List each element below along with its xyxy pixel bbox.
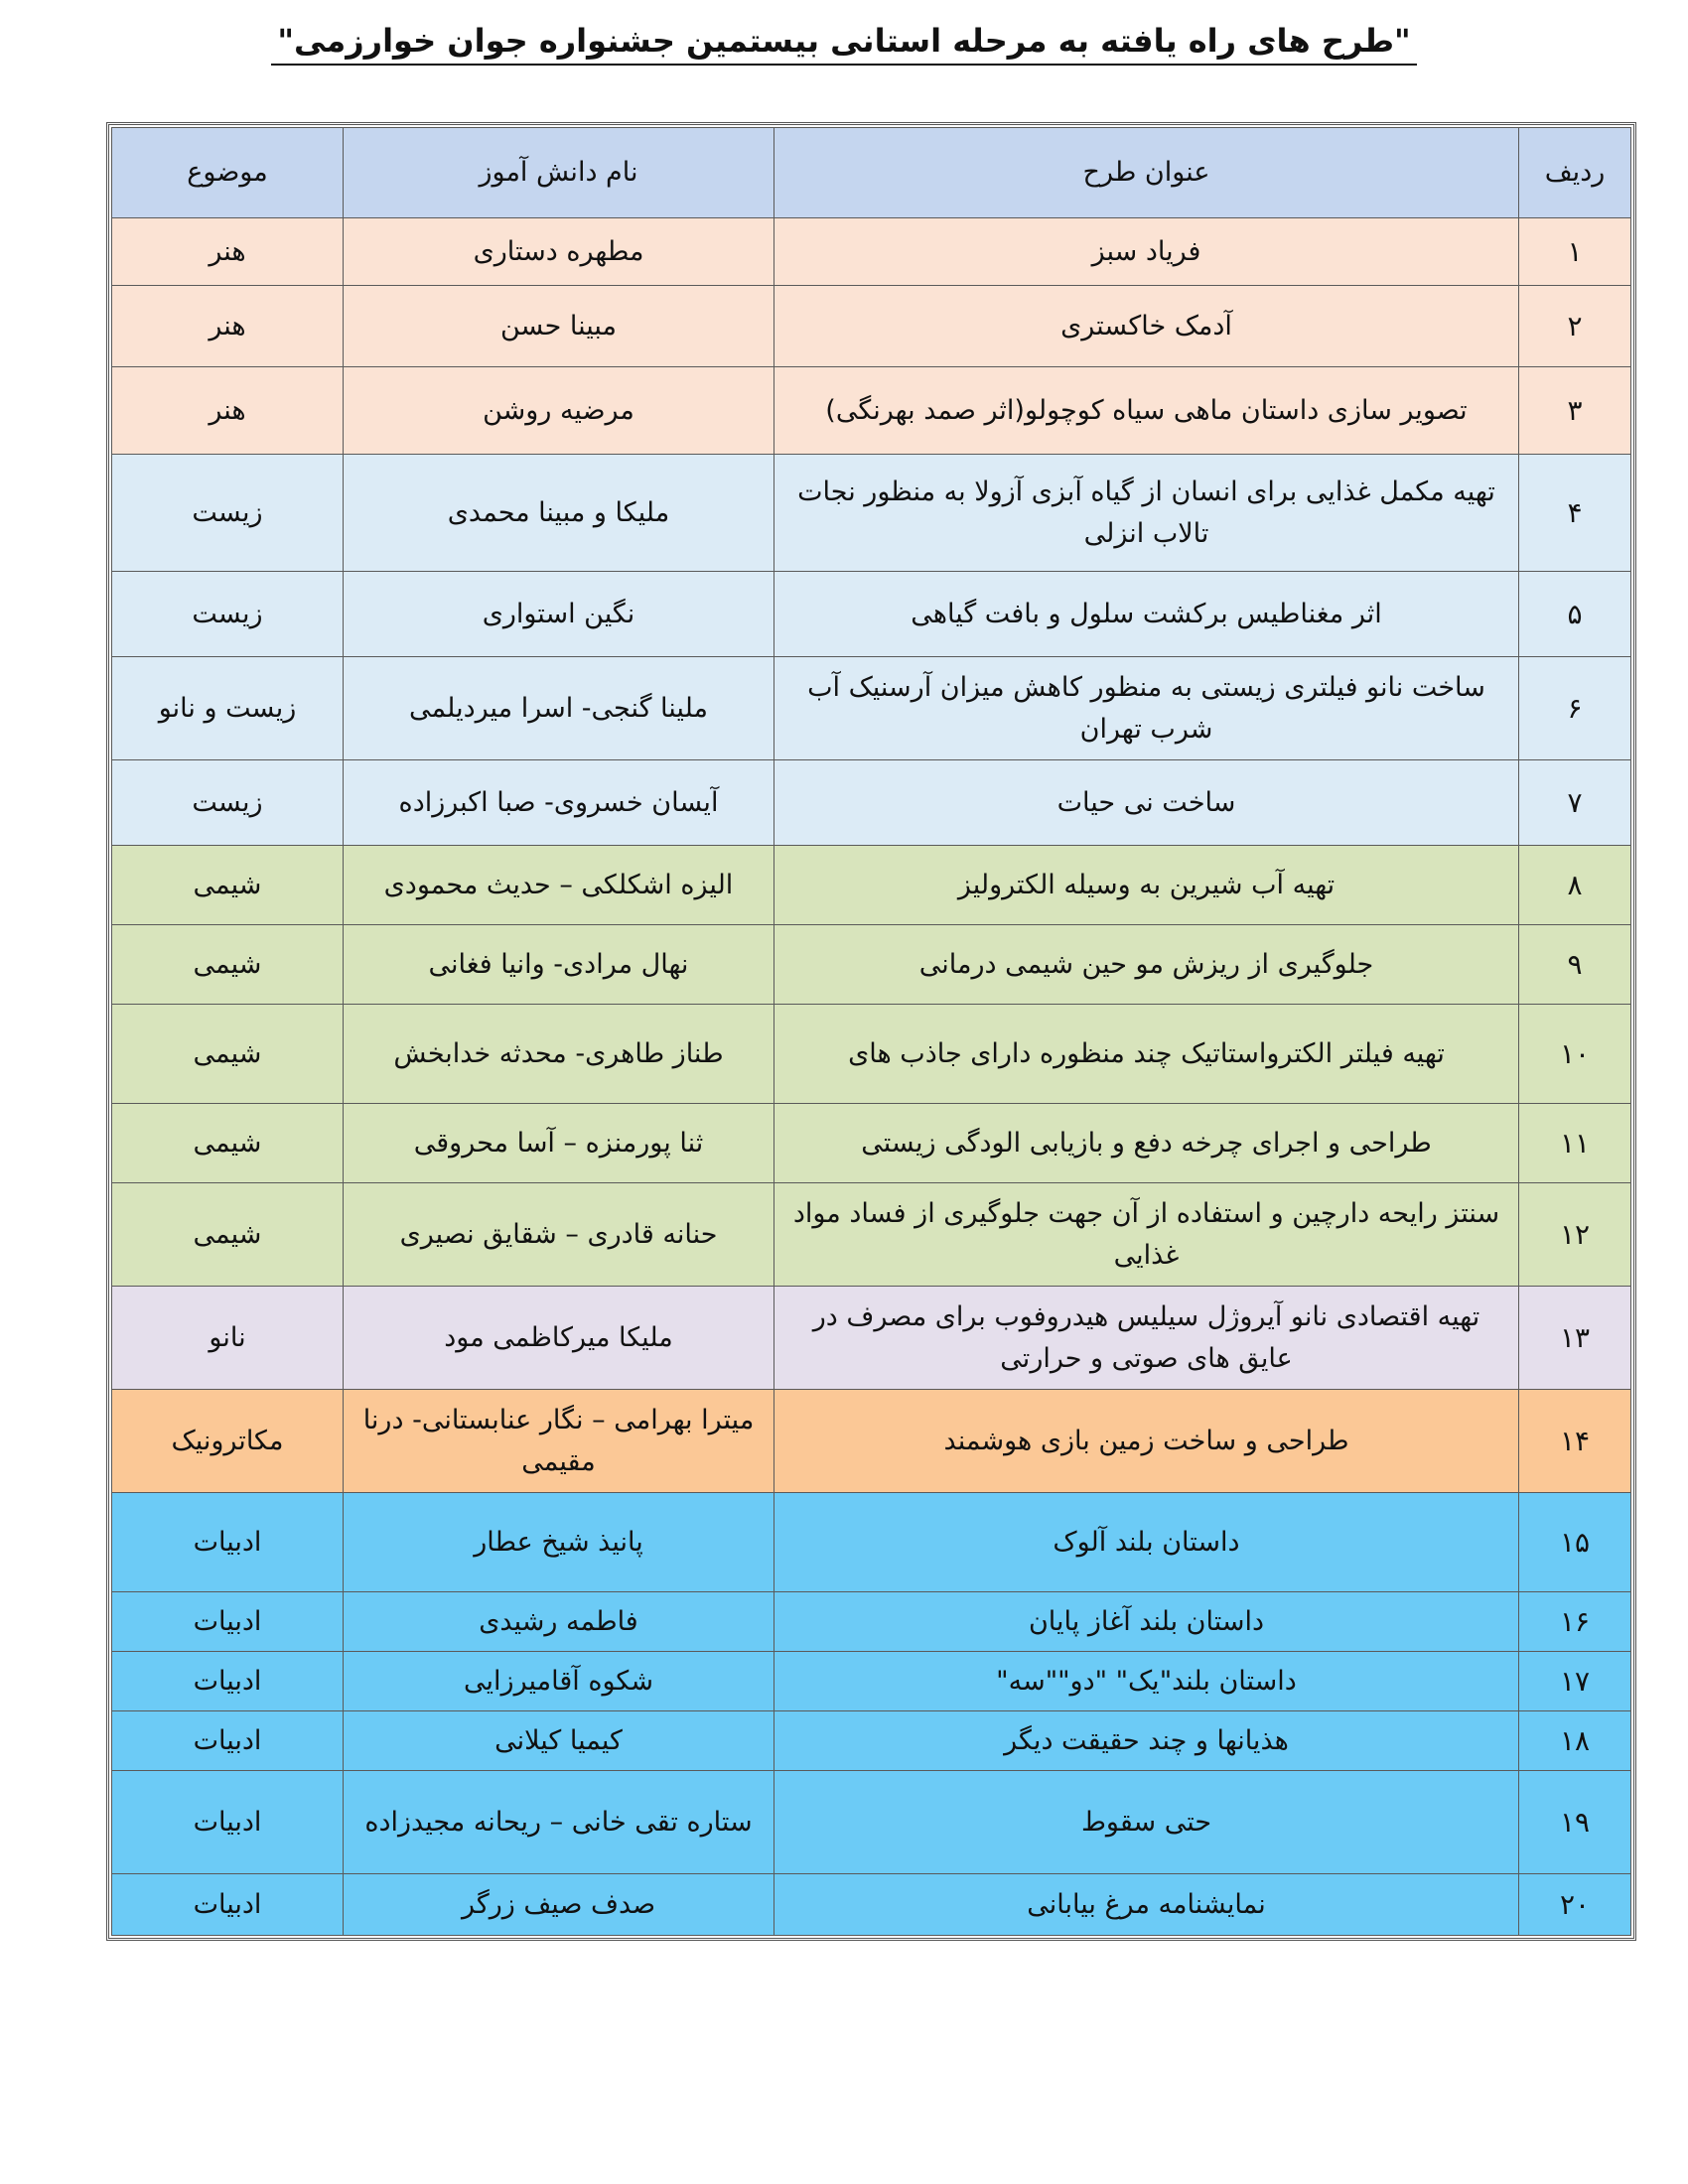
table-row: [112, 846, 1631, 925]
cell-student-name: نگین استواری: [344, 572, 774, 657]
cell-row-no: ۱۳: [1519, 1287, 1631, 1390]
table-row: [112, 1771, 1631, 1874]
cell-project-title: تهیه اقتصادی نانو آیروژل سیلیس هیدروفوب برای مصرف در عایق های صوتی و حرارتی: [774, 1287, 1519, 1390]
cell-row-no: ۱۰: [1519, 1005, 1631, 1104]
header-subject: موضوع: [112, 128, 344, 218]
cell-student-name: ملیکا میرکاظمی مود: [344, 1287, 774, 1390]
header-row: [112, 128, 1631, 218]
cell-subject: شیمی: [112, 925, 344, 1005]
cell-row-no: ۲: [1519, 286, 1631, 367]
cell-subject: ادبیات: [112, 1493, 344, 1592]
cell-project-title: حتی سقوط: [774, 1771, 1519, 1874]
cell-student-name: مرضیه روشن: [344, 367, 774, 455]
cell-project-title: طراحی و اجرای چرخه دفع و بازیابی الودگی زیستی: [774, 1104, 1519, 1183]
cell-subject: ادبیات: [112, 1771, 344, 1874]
table-row: [112, 1390, 1631, 1493]
cell-subject: هنر: [112, 367, 344, 455]
table-row: [112, 1005, 1631, 1104]
cell-row-no: ۱۱: [1519, 1104, 1631, 1183]
cell-row-no: ۶: [1519, 657, 1631, 760]
cell-student-name: ستاره تقی خانی – ریحانه مجیدزاده: [344, 1771, 774, 1874]
cell-project-title: داستان بلند آغاز پایان: [774, 1592, 1519, 1652]
cell-subject: ادبیات: [112, 1874, 344, 1936]
table-row: [112, 367, 1631, 455]
page-title: [0, 22, 1688, 60]
cell-subject: شیمی: [112, 1005, 344, 1104]
cell-row-no: ۳: [1519, 367, 1631, 455]
cell-student-name: ثنا پورمنزه – آسا محروقی: [344, 1104, 774, 1183]
cell-row-no: ۲۰: [1519, 1874, 1631, 1936]
table-row: [112, 1592, 1631, 1652]
cell-project-title: تهیه آب شیرین به وسیله الکترولیز: [774, 846, 1519, 925]
table-row: [112, 286, 1631, 367]
table-row: [112, 1711, 1631, 1771]
cell-subject: ادبیات: [112, 1652, 344, 1711]
cell-project-title: اثر مغناطیس برکشت سلول و بافت گیاهی: [774, 572, 1519, 657]
table-row: [112, 1874, 1631, 1936]
cell-student-name: ملیکا و مبینا محمدی: [344, 455, 774, 572]
table-row: [112, 218, 1631, 286]
cell-subject: شیمی: [112, 1104, 344, 1183]
table-row: [112, 925, 1631, 1005]
cell-student-name: شکوه آقامیرزایی: [344, 1652, 774, 1711]
cell-project-title: فریاد سبز: [774, 218, 1519, 286]
cell-student-name: الیزه اشکلکی – حدیث محمودی: [344, 846, 774, 925]
cell-row-no: ۱۷: [1519, 1652, 1631, 1711]
cell-student-name: آیسان خسروی- صبا اکبرزاده: [344, 760, 774, 846]
cell-row-no: ۱۴: [1519, 1390, 1631, 1493]
cell-project-title: داستان بلند"یک" "دو""سه": [774, 1652, 1519, 1711]
cell-row-no: ۱: [1519, 218, 1631, 286]
cell-project-title: ساخت نانو فیلتری زیستی به منظور کاهش میزان آرسنیک آب شرب تهران: [774, 657, 1519, 760]
cell-subject: زیست و نانو: [112, 657, 344, 760]
cell-row-no: ۵: [1519, 572, 1631, 657]
header-row-no: ردیف: [1519, 128, 1631, 218]
cell-subject: مکاترونیک: [112, 1390, 344, 1493]
cell-subject: نانو: [112, 1287, 344, 1390]
cell-project-title: ساخت نی حیات: [774, 760, 1519, 846]
cell-subject: زیست: [112, 760, 344, 846]
cell-project-title: طراحی و ساخت زمین بازی هوشمند: [774, 1390, 1519, 1493]
projects-table: [111, 127, 1631, 1936]
cell-row-no: ۱۶: [1519, 1592, 1631, 1652]
table-row: [112, 1104, 1631, 1183]
cell-subject: ادبیات: [112, 1711, 344, 1771]
header-student-name: نام دانش آموز: [344, 128, 774, 218]
table-row: [112, 657, 1631, 760]
table-row: [112, 1183, 1631, 1287]
cell-student-name: نهال مرادی- وانیا فغانی: [344, 925, 774, 1005]
table-row: [112, 455, 1631, 572]
cell-subject: هنر: [112, 218, 344, 286]
cell-project-title: نمایشنامه مرغ بیابانی: [774, 1874, 1519, 1936]
page-title-text: "طرح های راه یافته به مرحله استانی بیستمین جشنواره جوان خوارزمی": [271, 22, 1416, 66]
cell-project-title: آدمک خاکستری: [774, 286, 1519, 367]
cell-subject: شیمی: [112, 1183, 344, 1287]
cell-project-title: تصویر سازی داستان ماهی سیاه کوچولو(اثر صمد بهرنگی): [774, 367, 1519, 455]
table-body: [112, 218, 1631, 1936]
cell-student-name: فاطمه رشیدی: [344, 1592, 774, 1652]
cell-row-no: ۸: [1519, 846, 1631, 925]
table-row: [112, 572, 1631, 657]
table-row: [112, 760, 1631, 846]
table-row: [112, 1287, 1631, 1390]
cell-subject: هنر: [112, 286, 344, 367]
cell-project-title: تهیه فیلتر الکترواستاتیک چند منظوره دارای جاذب های: [774, 1005, 1519, 1104]
cell-student-name: صدف صیف زرگر: [344, 1874, 774, 1936]
cell-student-name: کیمیا کیلانی: [344, 1711, 774, 1771]
projects-table-frame: [106, 122, 1636, 1941]
cell-subject: زیست: [112, 572, 344, 657]
cell-student-name: مطهره دستاری: [344, 218, 774, 286]
table-row: [112, 1652, 1631, 1711]
cell-row-no: ۹: [1519, 925, 1631, 1005]
cell-project-title: جلوگیری از ریزش مو حین شیمی درمانی: [774, 925, 1519, 1005]
cell-student-name: مبینا حسن: [344, 286, 774, 367]
cell-row-no: ۷: [1519, 760, 1631, 846]
cell-student-name: میترا بهرامی – نگار عنابستانی- درنا مقیمی: [344, 1390, 774, 1493]
cell-student-name: حنانه قادری – شقایق نصیری: [344, 1183, 774, 1287]
cell-row-no: ۱۹: [1519, 1771, 1631, 1874]
cell-student-name: طناز طاهری- محدثه خدابخش: [344, 1005, 774, 1104]
table-header: [112, 128, 1631, 218]
cell-subject: زیست: [112, 455, 344, 572]
header-project-title: عنوان طرح: [774, 128, 1519, 218]
cell-row-no: ۴: [1519, 455, 1631, 572]
cell-project-title: هذیانها و چند حقیقت دیگر: [774, 1711, 1519, 1771]
cell-project-title: داستان بلند آلوک: [774, 1493, 1519, 1592]
cell-row-no: ۱۸: [1519, 1711, 1631, 1771]
cell-student-name: ملینا گنجی- اسرا میردیلمی: [344, 657, 774, 760]
cell-student-name: پانیذ شیخ عطار: [344, 1493, 774, 1592]
cell-project-title: سنتز رایحه دارچین و استفاده از آن جهت جلوگیری از فساد مواد غذایی: [774, 1183, 1519, 1287]
cell-row-no: ۱۵: [1519, 1493, 1631, 1592]
cell-subject: شیمی: [112, 846, 344, 925]
table-row: [112, 1493, 1631, 1592]
cell-row-no: ۱۲: [1519, 1183, 1631, 1287]
cell-subject: ادبیات: [112, 1592, 344, 1652]
cell-project-title: تهیه مکمل غذایی برای انسان از گیاه آبزی آزولا به منظور نجات تالاب انزلی: [774, 455, 1519, 572]
